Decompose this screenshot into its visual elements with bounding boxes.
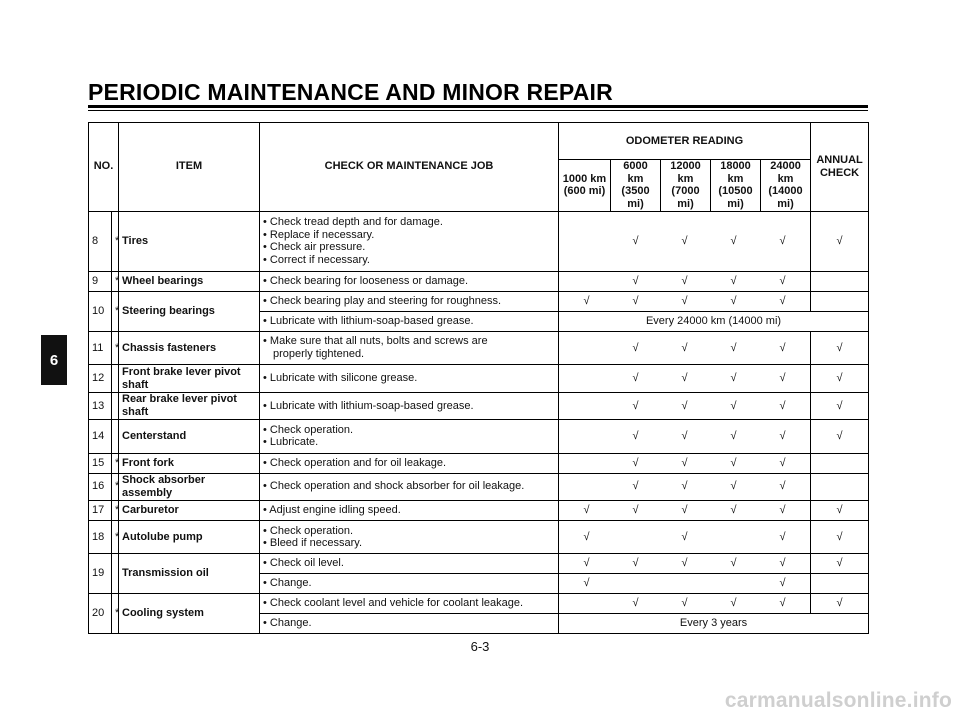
row-number: 11 (89, 331, 112, 364)
job-line: • Check operation and shock absorber for oil leakage. (263, 480, 525, 493)
empty-check-cell (709, 577, 758, 590)
job-line: • Check operation. (263, 423, 354, 436)
check-mark-icon: √ (681, 430, 688, 443)
empty-check-cell (562, 275, 611, 288)
check-mark-icon: √ (779, 275, 786, 288)
empty-check-cell (562, 480, 611, 493)
row-number: 12 (89, 365, 112, 392)
check-mark-icon: √ (779, 597, 786, 610)
interval-km: 24000 km (770, 160, 801, 185)
special-tool-asterisk: * (112, 292, 119, 332)
item-name: Shock absorber assembly (119, 473, 260, 500)
check-mark-icon: √ (779, 480, 786, 493)
maintenance-job (260, 453, 559, 473)
check-mark-icon: √ (681, 597, 688, 610)
job-line: • Check bearing for looseness or damage. (263, 275, 469, 288)
check-mark-icon: √ (730, 557, 737, 570)
annual-check-empty (811, 292, 869, 312)
check-mark-icon: √ (779, 504, 786, 517)
annual-check-mark-icon: √ (811, 392, 869, 419)
maintenance-job (260, 520, 559, 553)
empty-check-cell (562, 400, 611, 413)
job-line: • Replace if necessary. (263, 228, 375, 241)
check-mark-icon: √ (779, 372, 786, 385)
check-mark-icon: √ (681, 399, 688, 412)
odometer-checks (559, 331, 811, 364)
check-marks-grid (562, 577, 807, 590)
annual-check-mark-icon: √ (811, 554, 869, 574)
check-mark-icon: √ (681, 235, 688, 248)
empty-check-cell (562, 235, 611, 248)
empty-check-cell (562, 597, 611, 610)
item-name: Cooling system (119, 594, 260, 634)
check-marks-grid (562, 597, 807, 610)
maintenance-job (260, 420, 559, 453)
row-number: 8 (89, 211, 112, 272)
special-tool-asterisk: * (112, 473, 119, 500)
job-line: • Lubricate with lithium-soap-based grease. (263, 399, 474, 412)
item-name: Tires (119, 211, 260, 272)
job-line: • Check bearing play and steering for roughness. (263, 295, 502, 308)
annual-check-mark-icon: √ (811, 520, 869, 553)
interval-mi: (3500 mi) (621, 185, 650, 210)
item-name: Front fork (119, 453, 260, 473)
check-mark-icon: √ (632, 372, 639, 385)
maintenance-job (260, 292, 559, 312)
row-number: 17 (89, 501, 112, 521)
table-row (89, 392, 869, 419)
check-mark-icon: √ (632, 341, 639, 354)
check-mark-icon: √ (681, 480, 688, 493)
chapter-tab[interactable]: 6 (41, 335, 67, 385)
job-line: • Check coolant level and vehicle for coolant leakage. (263, 597, 524, 610)
row-number: 14 (89, 420, 112, 453)
job-line: • Change. (263, 577, 312, 590)
special-tool-asterisk: * (112, 501, 119, 521)
empty-check-cell (562, 430, 611, 443)
check-mark-icon: √ (681, 557, 688, 570)
check-mark-icon: √ (681, 456, 688, 469)
annual-check-mark-icon: √ (811, 501, 869, 521)
check-mark-icon: √ (681, 504, 688, 517)
check-mark-icon: √ (730, 597, 737, 610)
item-name: Autolube pump (119, 520, 260, 553)
empty-check-cell (660, 577, 709, 590)
odometer-interval (611, 160, 661, 212)
check-mark-icon: √ (632, 295, 639, 308)
table-row (89, 554, 869, 574)
maintenance-job (260, 473, 559, 500)
table-row (89, 331, 869, 364)
check-marks-grid (562, 504, 807, 517)
job-line: • Correct if necessary. (263, 254, 370, 267)
odometer-interval (711, 160, 761, 212)
maintenance-job (260, 392, 559, 419)
check-mark-icon: √ (779, 399, 786, 412)
table-row (89, 365, 869, 392)
check-mark-icon: √ (681, 372, 688, 385)
maintenance-job (260, 365, 559, 392)
interval-mi: (14000 mi) (768, 185, 803, 210)
odometer-checks (559, 453, 811, 473)
row-number: 16 (89, 473, 112, 500)
item-name: Transmission oil (119, 554, 260, 594)
empty-check-cell (709, 531, 758, 544)
check-marks-grid (562, 430, 807, 443)
odometer-checks (559, 554, 811, 574)
empty-check-cell (562, 457, 611, 470)
check-mark-icon: √ (779, 235, 786, 248)
empty-check-cell (611, 531, 660, 544)
special-tool-asterisk: * (112, 453, 119, 473)
check-marks-grid (562, 457, 807, 470)
table-row (89, 473, 869, 500)
table-row (89, 420, 869, 453)
annual-check-empty (811, 574, 869, 594)
check-mark-icon: √ (779, 577, 786, 590)
table-row (89, 272, 869, 292)
special-tool-asterisk: * (112, 594, 119, 634)
check-mark-icon: √ (730, 341, 737, 354)
item-name: Centerstand (119, 420, 260, 453)
row-number: 19 (89, 554, 112, 594)
job-line: • Change. (263, 617, 312, 630)
check-mark-icon: √ (632, 430, 639, 443)
odometer-checks (559, 501, 811, 521)
special-tool-asterisk (112, 420, 119, 453)
odometer-checks (559, 420, 811, 453)
job-line: • Bleed if necessary. (263, 537, 363, 550)
maintenance-job (260, 574, 559, 594)
check-mark-icon: √ (730, 372, 737, 385)
annual-check-mark-icon: √ (811, 211, 869, 272)
header-odometer: ODOMETER READING (559, 123, 811, 160)
check-marks-grid (562, 557, 807, 570)
check-mark-icon: √ (632, 597, 639, 610)
special-tool-asterisk (112, 554, 119, 594)
odometer-checks (559, 594, 811, 614)
interval-km: 18000 km (720, 160, 751, 185)
page-title: PERIODIC MAINTENANCE AND MINOR REPAIR (88, 79, 613, 105)
check-mark-icon: √ (583, 557, 590, 570)
check-mark-icon: √ (681, 530, 688, 543)
check-mark-icon: √ (632, 399, 639, 412)
annual-check-empty (811, 453, 869, 473)
interval-km: 6000 km (623, 160, 648, 185)
check-mark-icon: √ (730, 399, 737, 412)
check-mark-icon: √ (730, 456, 737, 469)
maintenance-job (260, 311, 559, 331)
odometer-checks (559, 520, 811, 553)
header-item: ITEM (119, 123, 260, 212)
check-marks-grid (562, 275, 807, 288)
table-row (89, 453, 869, 473)
empty-check-cell (611, 577, 660, 590)
odometer-checks (559, 392, 811, 419)
check-mark-icon: √ (779, 557, 786, 570)
interval-mi: (10500 mi) (718, 185, 753, 210)
odometer-checks (559, 272, 811, 292)
job-line: • Lubricate with silicone grease. (263, 372, 418, 385)
job-line: properly tightened. (273, 348, 365, 361)
check-marks-grid (562, 400, 807, 413)
maintenance-job (260, 613, 559, 633)
maintenance-job (260, 272, 559, 292)
odometer-interval (661, 160, 711, 212)
check-mark-icon: √ (583, 530, 590, 543)
check-mark-icon: √ (632, 504, 639, 517)
table-row (89, 501, 869, 521)
special-tool-asterisk (112, 392, 119, 419)
check-marks-grid (562, 235, 807, 248)
job-line: • Check operation and for oil leakage. (263, 456, 447, 469)
job-line: • Lubricate. (263, 436, 319, 449)
check-mark-icon: √ (779, 530, 786, 543)
check-mark-icon: √ (681, 275, 688, 288)
check-marks-grid (562, 342, 807, 355)
maintenance-job (260, 554, 559, 574)
job-line: • Lubricate with lithium-soap-based grease. (263, 315, 474, 328)
annual-check-empty (811, 272, 869, 292)
row-number: 15 (89, 453, 112, 473)
special-tool-asterisk: * (112, 520, 119, 553)
check-marks-grid (562, 531, 807, 544)
odometer-checks (559, 365, 811, 392)
item-name: Steering bearings (119, 292, 260, 332)
maintenance-job (260, 594, 559, 614)
item-name: Carburetor (119, 501, 260, 521)
empty-check-cell (562, 342, 611, 355)
check-marks-grid (562, 372, 807, 385)
interval-mi: (7000 mi) (671, 185, 700, 210)
header-no: NO. (89, 123, 119, 212)
special-tool-asterisk (112, 365, 119, 392)
odometer-checks (559, 211, 811, 272)
check-mark-icon: √ (779, 456, 786, 469)
maintenance-table (88, 122, 869, 634)
odometer-checks (559, 574, 811, 594)
odometer-checks (559, 473, 811, 500)
check-mark-icon: √ (681, 295, 688, 308)
table-row (89, 520, 869, 553)
annual-check-empty (811, 473, 869, 500)
check-mark-icon: √ (632, 456, 639, 469)
check-marks-grid (562, 480, 807, 493)
job-line: • Check tread depth and for damage. (263, 216, 443, 229)
check-mark-icon: √ (779, 430, 786, 443)
job-line: • Check oil level. (263, 557, 344, 570)
interval-mi: (600 mi) (563, 185, 606, 198)
special-tool-asterisk: * (112, 331, 119, 364)
interval-km: 12000 km (670, 160, 701, 185)
check-marks-grid (562, 295, 807, 308)
page-number: 6-3 (470, 639, 490, 654)
table-row (89, 594, 869, 614)
check-mark-icon: √ (632, 235, 639, 248)
job-line: • Check operation. (263, 524, 354, 537)
title-rule (88, 105, 868, 111)
check-mark-icon: √ (730, 235, 737, 248)
odometer-checks (559, 292, 811, 312)
maintenance-job (260, 211, 559, 272)
check-mark-icon: √ (632, 557, 639, 570)
maintenance-rows (89, 211, 869, 633)
annual-check-mark-icon: √ (811, 365, 869, 392)
check-mark-icon: √ (730, 480, 737, 493)
table-row (89, 211, 869, 272)
row-number: 13 (89, 392, 112, 419)
check-mark-icon: √ (730, 430, 737, 443)
check-mark-icon: √ (779, 341, 786, 354)
check-mark-icon: √ (730, 295, 737, 308)
maintenance-job (260, 501, 559, 521)
annual-check-mark-icon: √ (811, 594, 869, 614)
row-number: 18 (89, 520, 112, 553)
interval-km: 1000 km (562, 172, 607, 185)
annual-check-mark-icon: √ (811, 331, 869, 364)
odometer-interval (559, 160, 611, 212)
item-name: Front brake lever pivot shaft (119, 365, 260, 392)
annual-check-mark-icon: √ (811, 420, 869, 453)
header-annual-check: ANNUAL CHECK (811, 123, 869, 212)
check-mark-icon: √ (632, 275, 639, 288)
job-line: • Adjust engine idling speed. (263, 504, 401, 517)
row-number: 20 (89, 594, 112, 634)
row-number: 9 (89, 272, 112, 292)
job-line: • Make sure that all nuts, bolts and screws are (263, 335, 488, 348)
interval-note: Every 3 years (559, 613, 869, 633)
header-job: CHECK OR MAINTENANCE JOB (260, 123, 559, 212)
table-row (89, 292, 869, 312)
special-tool-asterisk: * (112, 211, 119, 272)
maintenance-job (260, 331, 559, 364)
check-mark-icon: √ (583, 295, 590, 308)
row-number: 10 (89, 292, 112, 332)
odometer-interval (761, 160, 811, 212)
check-mark-icon: √ (583, 504, 590, 517)
check-mark-icon: √ (583, 577, 590, 590)
interval-note: Every 24000 km (14000 mi) (559, 311, 869, 331)
watermark: carmanualsonline.info (724, 689, 952, 712)
check-mark-icon: √ (730, 275, 737, 288)
item-name: Rear brake lever pivot shaft (119, 392, 260, 419)
job-line: • Check air pressure. (263, 241, 366, 254)
check-mark-icon: √ (779, 295, 786, 308)
empty-check-cell (562, 372, 611, 385)
item-name: Chassis fasteners (119, 331, 260, 364)
item-name: Wheel bearings (119, 272, 260, 292)
special-tool-asterisk: * (112, 272, 119, 292)
check-mark-icon: √ (730, 504, 737, 517)
check-mark-icon: √ (632, 480, 639, 493)
check-mark-icon: √ (681, 341, 688, 354)
